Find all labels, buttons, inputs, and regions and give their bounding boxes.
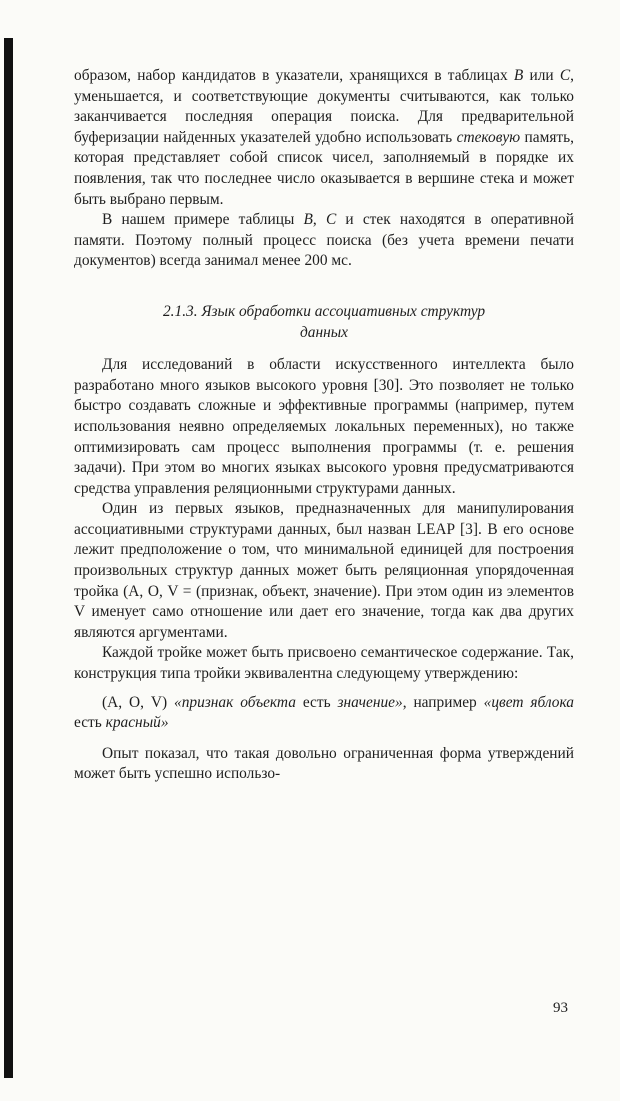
section-heading-line-2: данных bbox=[299, 323, 348, 341]
paragraph-4: Один из первых языков, предназначенных для манипулирования ассоциативными структурами данных, был назван LEAP [3]. В его основе лежит предположение о том, что минимальной единицей для построения произвольных структур данных может быть реляционная упорядоченная тройка (А, О, V = (признак, объект, значение). При этом один из элементов V именует само отношение или дает его значение, тогда как два других являются аргументами. bbox=[74, 500, 574, 641]
example-statement: (А, О, V) «признак объекта есть значение», например «цвет яблока есть красный» bbox=[74, 693, 574, 732]
term-stack: стековую bbox=[456, 128, 521, 146]
section-heading-line-1: 2.1.3. Язык обработки ассоциативных структур bbox=[162, 302, 486, 320]
paragraph-6: Опыт показал, что такая довольно ограниченная форма утверждений может быть успешно использо- bbox=[74, 744, 574, 783]
paragraph-1: образом, набор кандидатов в указатели, хранящихся в таблицах B или C, уменьшается, и соответствующие документы считываются, как только заканчивается последняя операция поиска. Для предварительной буферизации найденных указателей удобно использовать стековую память, которая представляет собой список чисел, заполняемый в порядке их появления, так что последнее число оказывается в вершине стека и может быть выбрано первым. bbox=[74, 67, 574, 208]
paragraph-3: Для исследований в области искусственного интеллекта было разработано много языков высокого уровня [30]. Это позволяет не только быстро создавать сложные и эффективные программы (например, путем использования неявно определяемых локальных переменных), но также оптимизировать сам процесс выполнения программы (т. е. решения задачи). При этом во многих языках высокого уровня предусматриваются средства управления реляционными структурами данных. bbox=[74, 356, 574, 497]
binding-edge bbox=[4, 38, 13, 1078]
page-body bbox=[74, 66, 574, 785]
page-number: 93 bbox=[553, 1000, 568, 1016]
section-heading bbox=[74, 302, 574, 343]
paragraph-5: Каждой тройке может быть присвоено семантическое содержание. Так, конструкция типа тройки эквивалентна следующему утверждению: bbox=[74, 644, 574, 683]
paragraph-2: В нашем примере таблицы B, C и стек находятся в оперативной памяти. Поэтому полный процесс поиска (без учета времени печати документов) всегда занимал менее 200 мс. bbox=[74, 211, 574, 270]
